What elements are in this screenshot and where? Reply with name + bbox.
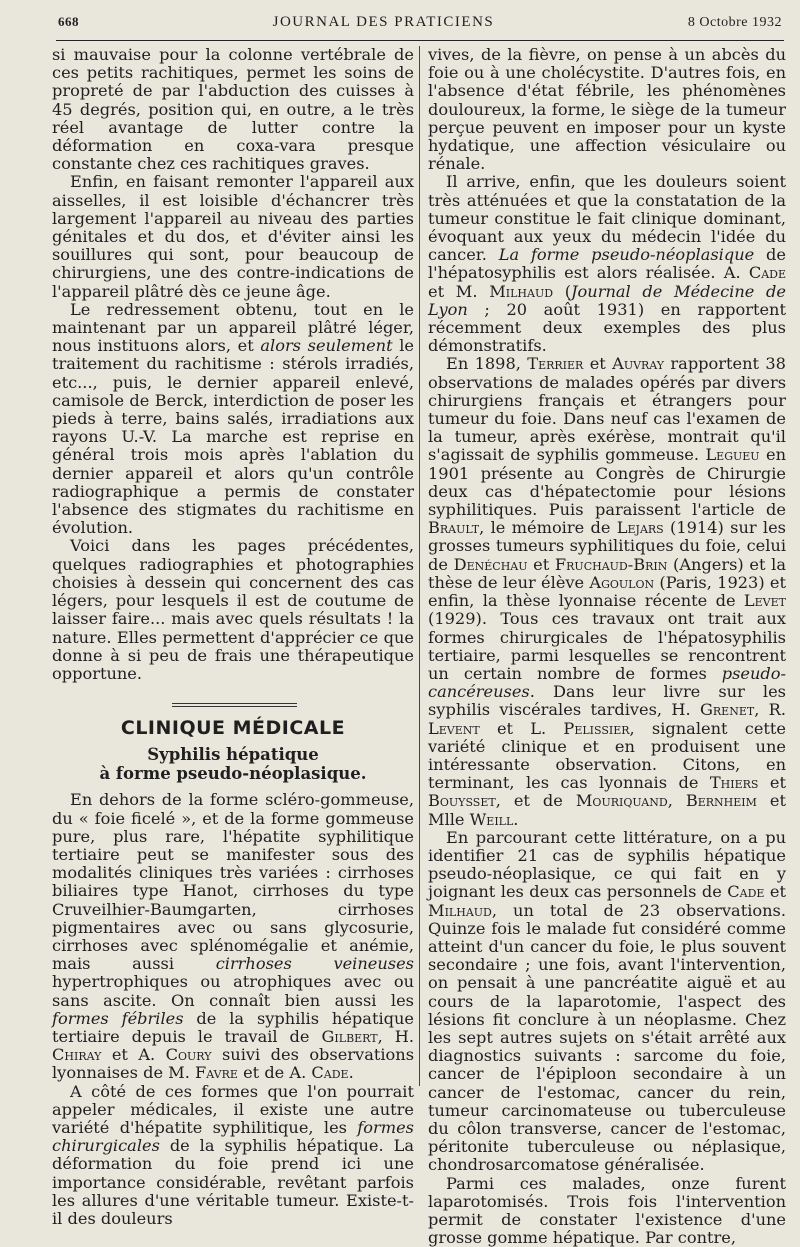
section-separator (172, 703, 297, 707)
paragraph: Il arrive, enfin, que les douleurs soient très atténuées et que la constatation de la tumeur constitue le fait clinique dominant, évoquant aux yeux du médecin l'idée du cancer. La forme pseudo-néoplasique de l'hépatosyphilis est alors réalisée. A. Cade et M. Milhaud (Journal de Médecine de Lyon ; 20 août 1931) en rapportent récemment deux exemples des plus démonstratifs. (428, 172, 786, 356)
paragraph: A côté de ces formes que l'on pourrait appeler médicales, il existe une autre variété d'hépatite syphilitique, les formes chirurgicales de la syphilis hépatique. La déformation du foie prend ici une importance considérable, revêtant parfois les allures d'une véritable tumeur. Existe-t-il des douleurs (52, 1081, 414, 1228)
paragraph: Le redressement obtenu, tout en le maintenant par un appareil plâtré léger, nous instituons alors, et alors seulement le traitement du rachitisme : stérols irradiés, etc..., puis, le dernier appareil enlevé, camisole de Berck, interdiction de poser les pieds à terre, bains salés, irradiations aux rayons U.-V. La marche est reprise en général trois mois après l'ablation du dernier appareil et alors qu'un contrôle radiographique a permis de constater l'absence des stigmates du rachitisme en évolution. (52, 299, 414, 538)
left-column (52, 46, 414, 1228)
page-header (58, 14, 782, 38)
paragraph: Voici dans les pages précédentes, quelques radiographies et photographies choisies à dessein qui concernent des cas légers, pour lesquels il est de coutume de laisser faire... mais avec quels résultats ! la nature. Elles permettent d'apprécier ce que donne à si peu de frais une thérapeutique opportune. (52, 536, 414, 683)
paragraph: En 1898, Terrier et Auvray rapportent 38 observations de malades opérés par divers chirurgiens français et étrangers pour tumeur du foie. Dans neuf cas l'examen de la tumeur, après exérèse, montrait qu'il s'agissait de syphilis gommeuse. Legueu en 1901 présente au Congrès de Chirurgie deux cas d'hépatectomie pour lésions syphilitiques. Puis paraissent l'article de Brault, le mémoire de Lejars (1914) sur les grosses tumeurs syphilitiques du foie, celui de Denéchau et Fruchaud-Brin (Angers) et la thèse de leur élève Agoulon (Paris, 1923) et enfin, la thèse lyonnaise récente de Levet (1929). Tous ces travaux ont trait aux formes chirurgicales de l'hépatosyphilis tertiaire, parmi lesquelles se rencontrent un certain nombre de formes pseudo-cancéreuses. Dans leur livre sur les syphilis viscérales tardives, H. Grenet, R. Levent et L. Pelissier, signalent cette variété clinique et en produisent une intéressante observation. Citons, en terminant, les cas lyonnais de Thiers et Bouysset, et de Mouriquand, Bernheim et Mlle Weill. (428, 354, 787, 829)
right-column (428, 46, 786, 1247)
paragraph: Enfin, en faisant remonter l'appareil aux aisselles, il est loisible d'échancrer très largement l'appareil au niveau des parties génitales et du dos, et d'éviter ainsi les souillures qui sont, pour beaucoup de chirurgiens, une des contre-indications de l'appareil plâtré dès ce jeune âge. (52, 172, 414, 301)
page-number: 668 (58, 14, 79, 29)
journal-title: JOURNAL DES PRATICIENS (272, 14, 495, 30)
paragraph: vives, de la fièvre, on pense à un abcès du foie ou à une cholécystite. D'autres fois, en l'absence d'état fébrile, les phénomènes douloureux, la forme, le siège de la tumeur perçue peuvent en imposer pour un kyste hydatique, une affection vésiculaire ou rénale. (428, 45, 786, 174)
column-divider (419, 46, 420, 1086)
paragraph: Parmi ces malades, onze furent laparotomisés. Trois fois l'intervention permit de constater l'existence d'une grosse gomme hépatique. Par contre, (428, 1173, 786, 1247)
article-title: Syphilis hépatique à forme pseudo-néoplasique. (99, 745, 367, 784)
header-rule (56, 40, 784, 41)
paragraph: En dehors de la forme scléro-gommeuse, du « foie ficelé », et de la forme gommeuse pure, plus rare, l'hépatite syphilitique tertiaire peut se manifester sous des modalités cliniques très variées : cirrhoses biliaires type Hanot, cirrhoses du type Cruveilhier-Baumgarten, cirrhoses pigmentaires avec ou sans glycosurie, cirrhoses avec splénomégalie et anémie, mais aussi cirrhoses veineuses hypertrophiques ou atrophiques avec ou sans ascite. On connaît bien aussi les formes fébriles de la syphilis hépatique tertiaire depuis le travail de Gilbert, H. Chiray et A. Coury suivi des observations lyonnaises de M. Favre et de A. Cade. (52, 790, 415, 1083)
paragraph: si mauvaise pour la colonne vertébrale de ces petits rachitiques, permet les soins de propreté de par l'abduction des cuisses à 45 degrés, position qui, en outre, a le très réel avantage de lutter contre la déformation en coxa-vara presque constante chez ces rachitiques graves. (52, 45, 414, 174)
section-title: CLINIQUE MÉDICALE (120, 717, 346, 740)
paragraph: En parcourant cette littérature, on a pu identifier 21 cas de syphilis hépatique pseudo-néoplasique, ce qui fait en y joignant les deux cas personnels de Cade et Milhaud, un total de 23 observations. Quinze fois le malade fut considéré comme atteint d'un cancer du foie, le plus souvent secondaire ; une fois, avant l'intervention, on pensait à une pancréatite aiguë et au cours de la laparotomie, l'aspect des lésions fit conclure à un néoplasme. Chez les sept autres sujets on s'était arrêté aux diagnostics suivants : sarcome du foie, cancer de l'épiploon secondaire à un cancer de l'estomac, cancer du rein, tumeur carcinomateuse ou tuberculeuse du côlon transverse, cancer de l'estomac, péritonite tuberculeuse ou néplasique, chondrosarcomatose généralisée. (428, 827, 787, 1175)
issue-date: 8 Octobre 1932 (687, 15, 782, 30)
